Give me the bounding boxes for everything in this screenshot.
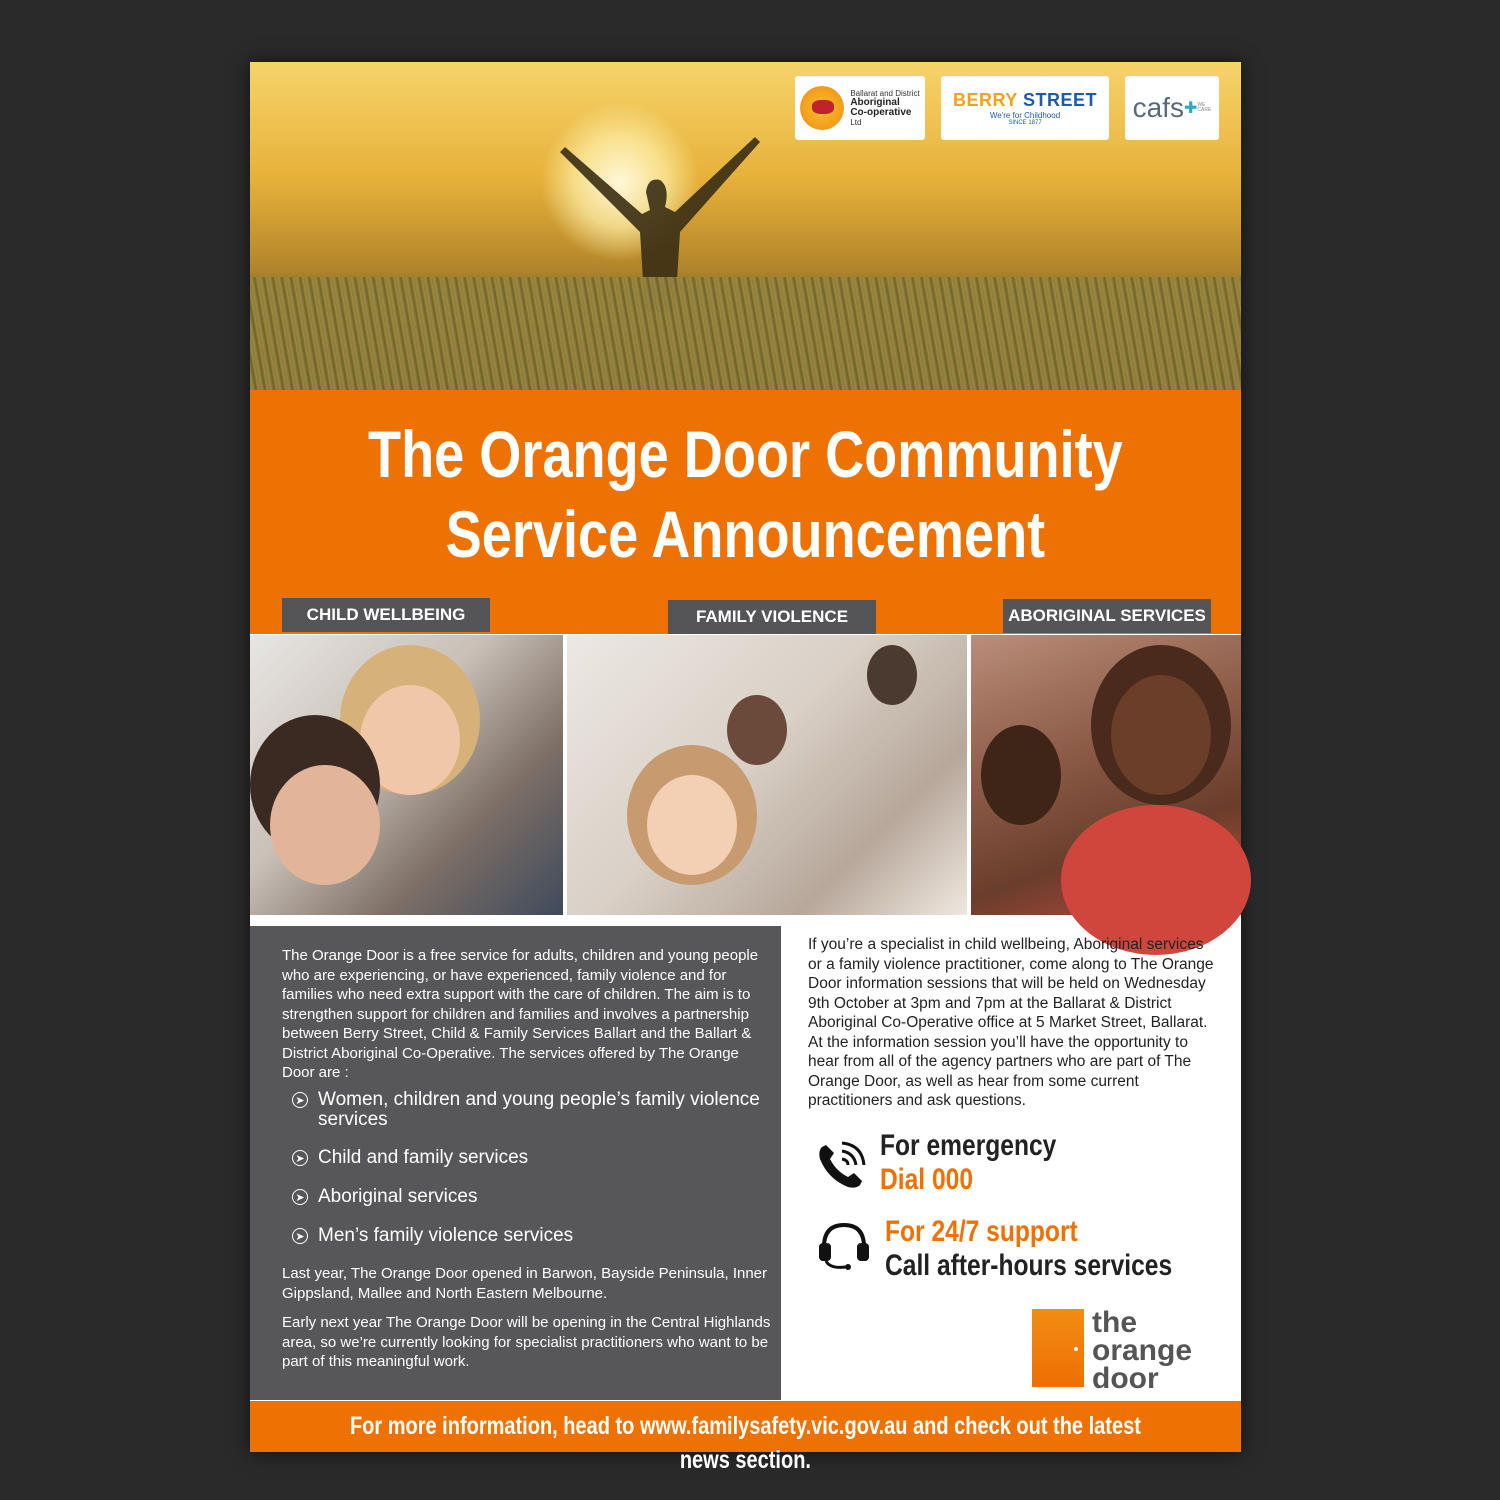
service-item: ➤ Aboriginal services [292,1187,477,1207]
services-panel [250,926,781,1400]
orange-door-wordmark: the orange door [1092,1306,1193,1395]
door-icon [1032,1309,1084,1387]
category-child-wellbeing: CHILD WELLBEING [282,598,490,632]
service-item: ➤ Men’s family violence services [292,1226,573,1246]
service-item: ➤ Women, children and young people’s family violence services [292,1090,762,1130]
badac-logo [795,76,925,140]
arrow-circle-icon: ➤ [292,1150,308,1166]
category-aboriginal-services: ABORIGINAL SERVICES [1003,599,1211,633]
partner-logos [795,76,1219,140]
headset-icon [816,1219,872,1271]
footer-text: For more information, head to www.familysafety.vic.gov.au and check out the latest news section. [349,1412,1141,1474]
intro-paragraph: The Orange Door is a free service for adults, children and young people who are experiencing, or have experienced, family violence and for families who need extra support with the care of children. The aim is to strengthen support for children and families and involves a partnership between Berry Street, Child & Family Services Ballart and the Ballart & District Aboriginal Co-Operative. The services offered by The Orange Door are : [282,947,759,1081]
photo-family-violence [567,635,967,915]
category-family-violence: FAMILY VIOLENCE [668,600,876,634]
berry-street-tagline: We're for Childhood [989,111,1061,120]
phone-icon [814,1137,870,1193]
photo-child-wellbeing [250,635,563,915]
arrow-circle-icon: ➤ [292,1228,308,1244]
orange-door-logo [1032,1306,1193,1395]
badac-logo-text: Ballarat and District Aboriginal Co-operative Ltd [850,89,920,127]
hero-image [250,62,1241,390]
opening-paragraph: Early next year The Orange Door will be opening in the Central Highlands area, so we’re currently looking for specialist practitioners who want to be part of this meaningful work. [282,1314,771,1370]
berry-street-logo [941,76,1109,140]
info-session-paragraph: If you’re a specialist in child wellbeing, Aboriginal services or a family violence practitioner, come along to The Orange Door information sessions that will be held on Wednesday 9th October at 3pm and 7pm at the Ballarat & District Aboriginal Co-Operative office at 5 Market Street, Ballarat. At the information session you’ll have the opportunity to hear from all of the agency partners who are part of The Orange Door, as well as hear from some current practitioners and ask questions. [808,936,1214,1109]
page-title: The Orange Door Community Service Announcement [368,417,1123,571]
wheat-field [250,277,1241,390]
emergency-callout: For emergency Dial 000 [880,1129,1057,1196]
cafs-plus-icon: ✚ [1183,100,1198,117]
arrow-circle-icon: ➤ [292,1092,308,1108]
cafs-logo [1125,76,1219,140]
berry-street-name: BERRY STREET [952,90,1098,110]
cafs-name: cafs [1132,92,1184,123]
cafs-sub: WE CARE [1197,102,1212,113]
photo-aboriginal-services [971,635,1241,915]
badac-emblem-icon [800,86,844,130]
berry-street-since: SINCE 1877 [1008,120,1042,126]
support-callout: For 24/7 support Call after-hours services [885,1215,1173,1282]
arrow-circle-icon: ➤ [292,1189,308,1205]
service-item: ➤ Child and family services [292,1148,528,1168]
opened-paragraph: Last year, The Orange Door opened in Barwon, Bayside Peninsula, Inner Gippsland, Mallee and North Eastern Melbourne. [282,1265,768,1302]
poster [250,62,1241,1474]
